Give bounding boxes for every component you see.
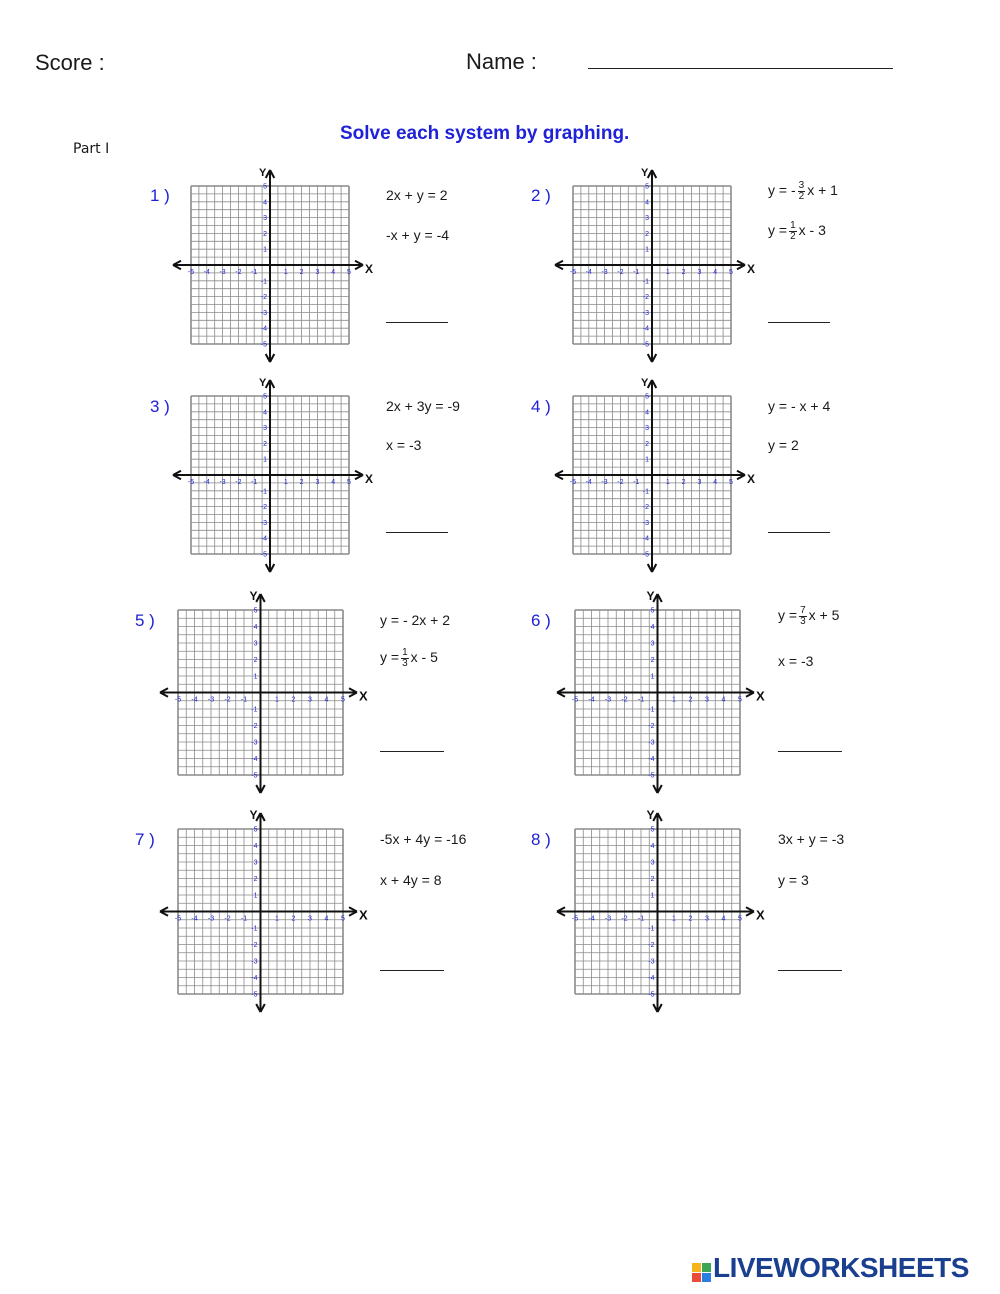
y-tick-label: -5: [642, 341, 649, 349]
y-tick-label: 5: [645, 393, 649, 401]
answer-line[interactable]: [778, 751, 842, 752]
x-tick-label: -1: [637, 696, 645, 704]
x-tick-label: -5: [187, 479, 195, 486]
y-axis-label: Y: [249, 808, 258, 822]
y-tick-label: 3: [263, 215, 267, 223]
y-tick-label: -3: [642, 519, 649, 527]
equation-1: [778, 606, 839, 627]
equation-1: 2x + 3y = -9: [386, 398, 460, 414]
coordinate-grid[interactable]: [543, 366, 761, 584]
y-tick-label: -3: [251, 958, 258, 966]
coordinate-grid[interactable]: [161, 366, 379, 584]
x-tick-label: 1: [275, 696, 279, 704]
y-axis-label: Y: [259, 167, 267, 179]
coordinate-grid[interactable]: [148, 580, 373, 805]
equation-2: y = 3: [778, 872, 809, 888]
x-tick-label: -1: [633, 269, 640, 276]
coordinate-grid[interactable]: [148, 799, 373, 1024]
x-axis-label: X: [359, 688, 368, 704]
y-tick-label: 4: [645, 409, 649, 417]
y-tick-label: -2: [648, 942, 655, 949]
y-tick-label: -4: [251, 975, 258, 982]
x-tick-label: -3: [601, 479, 608, 486]
problem-number: 6 ): [531, 611, 551, 630]
x-tick-label: -2: [235, 479, 242, 486]
x-tick-label: 5: [729, 479, 733, 486]
x-tick-label: -4: [588, 915, 595, 923]
y-tick-label: 5: [650, 826, 655, 834]
y-tick-label: 3: [253, 640, 258, 648]
x-tick-label: -2: [621, 696, 628, 704]
y-tick-label: -1: [648, 925, 655, 933]
y-tick-label: -2: [251, 942, 258, 949]
x-tick-label: 1: [672, 915, 676, 923]
problem-number: 7 ): [135, 830, 155, 849]
y-tick-label: 5: [645, 183, 649, 191]
answer-line[interactable]: [386, 532, 448, 533]
equation-1-prefix: y =: [778, 607, 798, 624]
y-tick-label: -3: [648, 739, 655, 747]
y-tick-label: -5: [251, 772, 258, 780]
x-tick-label: 2: [299, 269, 304, 276]
y-tick-label: 2: [253, 657, 258, 664]
y-tick-label: -2: [260, 504, 267, 512]
x-tick-label: 2: [291, 915, 296, 923]
x-tick-label: 5: [341, 915, 345, 923]
y-tick-label: -4: [648, 975, 655, 982]
x-tick-label: -5: [569, 269, 577, 276]
answer-line[interactable]: [380, 970, 444, 971]
equation-2: x = -3: [386, 437, 422, 453]
x-tick-label: -2: [235, 269, 242, 276]
y-axis-label: Y: [646, 589, 655, 603]
y-tick-label: -5: [260, 551, 267, 559]
answer-line[interactable]: [380, 751, 444, 752]
y-tick-label: 1: [650, 892, 655, 900]
y-tick-label: 3: [263, 425, 267, 433]
x-tick-label: -1: [240, 696, 248, 704]
y-tick-label: 2: [253, 876, 258, 883]
x-tick-label: -5: [174, 696, 182, 704]
y-axis-label: Y: [641, 167, 649, 179]
y-tick-label: 1: [253, 892, 258, 900]
y-axis-label: Y: [259, 377, 267, 389]
equation-2: y = 2: [768, 437, 799, 453]
y-tick-label: -2: [260, 294, 267, 302]
x-tick-label: 1: [665, 479, 670, 486]
y-tick-label: 3: [650, 640, 655, 648]
y-tick-label: -5: [648, 772, 655, 780]
x-tick-label: 2: [688, 915, 693, 923]
y-tick-label: 4: [263, 409, 267, 417]
part-label: Part I: [73, 141, 110, 157]
x-axis-label: X: [365, 472, 374, 486]
y-tick-label: -4: [642, 325, 649, 333]
equation-2: x = -3: [778, 653, 814, 669]
x-tick-label: -2: [617, 269, 624, 276]
x-tick-label: -3: [601, 269, 608, 276]
x-axis-label: X: [756, 907, 765, 923]
x-tick-label: -3: [207, 696, 215, 704]
x-tick-label: 4: [331, 479, 336, 486]
x-tick-label: 1: [275, 915, 279, 923]
score-label: Score :: [35, 50, 105, 75]
y-tick-label: -5: [648, 991, 655, 999]
x-tick-label: -1: [251, 479, 258, 486]
problem-number: 5 ): [135, 611, 155, 630]
x-tick-label: -4: [588, 696, 595, 704]
x-axis-label: X: [747, 472, 756, 486]
y-tick-label: -1: [251, 706, 258, 714]
equation-1-prefix: y = -: [768, 182, 796, 199]
y-tick-label: 4: [645, 199, 649, 207]
y-tick-label: 1: [645, 246, 649, 254]
y-tick-label: -4: [260, 535, 267, 543]
y-tick-label: -1: [260, 488, 267, 496]
y-tick-label: -5: [260, 341, 267, 349]
y-tick-label: 2: [263, 440, 267, 448]
equation-1: y = - 2x + 2: [380, 612, 451, 628]
x-tick-label: 4: [721, 696, 726, 704]
fraction: [799, 606, 807, 627]
numerator: 1: [402, 647, 408, 658]
x-axis-label: X: [359, 907, 368, 923]
x-tick-label: -4: [191, 915, 198, 923]
x-tick-label: -1: [240, 915, 248, 923]
x-tick-label: 4: [713, 269, 718, 276]
x-tick-label: 4: [713, 479, 718, 486]
page-title: Solve each system by graphing.: [340, 123, 630, 144]
problem-number: 2 ): [531, 186, 551, 205]
y-tick-label: 1: [263, 456, 267, 464]
x-tick-label: 5: [347, 269, 351, 276]
problem-number: 4 ): [531, 397, 551, 416]
y-tick-label: 2: [650, 876, 655, 883]
x-tick-label: -1: [633, 479, 640, 486]
y-tick-label: 3: [253, 859, 258, 867]
x-tick-label: 5: [729, 269, 733, 276]
y-tick-label: 4: [650, 843, 655, 850]
x-tick-label: -1: [251, 269, 258, 276]
y-tick-label: -2: [648, 723, 655, 730]
x-tick-label: -3: [219, 269, 226, 276]
y-tick-label: 2: [645, 440, 649, 448]
x-tick-label: 5: [738, 915, 742, 923]
x-tick-label: 4: [331, 269, 336, 276]
y-tick-label: 5: [253, 826, 258, 834]
y-tick-label: 2: [645, 230, 649, 238]
y-tick-label: 5: [263, 393, 267, 401]
x-axis-label: X: [365, 262, 374, 276]
x-tick-label: -4: [585, 479, 592, 486]
equation-1: -5x + 4y = -16: [380, 831, 467, 847]
y-tick-label: 5: [650, 607, 655, 615]
y-tick-label: -2: [642, 504, 649, 512]
fraction: [789, 221, 797, 242]
x-tick-label: -3: [604, 696, 612, 704]
equation-2-suffix: x - 3: [798, 222, 826, 239]
x-tick-label: -2: [224, 915, 231, 923]
logo-icon: [692, 1263, 711, 1282]
equation-1: [768, 181, 838, 202]
y-tick-label: 3: [645, 215, 649, 223]
coordinate-grid[interactable]: [543, 156, 761, 374]
x-tick-label: 2: [688, 696, 693, 704]
x-tick-label: 2: [299, 479, 304, 486]
x-tick-label: -1: [637, 915, 645, 923]
logo-text: LIVEWORKSHEETS: [713, 1252, 969, 1283]
x-tick-label: 3: [315, 479, 320, 486]
x-tick-label: 3: [697, 269, 702, 276]
x-tick-label: -2: [617, 479, 624, 486]
y-tick-label: 1: [253, 673, 258, 681]
equation-2: x + 4y = 8: [380, 872, 442, 888]
problem-number: 1 ): [150, 186, 170, 205]
x-tick-label: -3: [604, 915, 612, 923]
x-tick-label: 3: [705, 915, 709, 923]
numerator: 1: [790, 220, 796, 231]
y-tick-label: -4: [251, 756, 258, 763]
y-tick-label: -5: [642, 551, 649, 559]
coordinate-grid[interactable]: [545, 799, 770, 1024]
name-input-line[interactable]: [588, 68, 893, 69]
y-tick-label: 3: [650, 859, 655, 867]
liveworksheets-logo: [692, 1252, 969, 1284]
y-tick-label: -1: [251, 925, 258, 933]
y-tick-label: 1: [650, 673, 655, 681]
equation-1-suffix: x + 1: [807, 182, 838, 199]
x-tick-label: -5: [569, 479, 577, 486]
equation-1: 2x + y = 2: [386, 187, 448, 203]
x-tick-label: 3: [705, 696, 709, 704]
x-tick-label: -5: [174, 915, 182, 923]
x-tick-label: -3: [207, 915, 215, 923]
x-tick-label: 5: [341, 696, 345, 704]
y-tick-label: 4: [253, 624, 258, 631]
equation-1: y = - x + 4: [768, 398, 831, 414]
x-tick-label: -5: [571, 915, 579, 923]
denominator: 3: [800, 616, 806, 627]
y-tick-label: -3: [642, 309, 649, 317]
y-tick-label: -3: [260, 519, 267, 527]
equation-2-suffix: x - 5: [410, 649, 438, 666]
answer-line[interactable]: [386, 322, 448, 323]
equation-1: 3x + y = -3: [778, 831, 845, 847]
y-tick-label: -4: [642, 535, 649, 543]
coordinate-grid[interactable]: [161, 156, 379, 374]
y-axis-label: Y: [249, 589, 258, 603]
y-tick-label: 3: [645, 425, 649, 433]
y-tick-label: 2: [650, 657, 655, 664]
x-tick-label: 1: [665, 269, 670, 276]
denominator: 2: [790, 231, 796, 242]
x-tick-label: -3: [219, 479, 226, 486]
answer-line[interactable]: [778, 970, 842, 971]
x-tick-label: 4: [324, 696, 329, 704]
x-tick-label: -5: [571, 696, 579, 704]
fraction: [401, 648, 409, 669]
x-tick-label: 3: [308, 915, 312, 923]
x-tick-label: 4: [721, 915, 726, 923]
logo-square: [692, 1273, 701, 1282]
equation-2: [380, 648, 438, 669]
y-tick-label: -3: [260, 309, 267, 317]
x-tick-label: 3: [315, 269, 320, 276]
y-tick-label: -3: [251, 739, 258, 747]
x-tick-label: 1: [283, 479, 288, 486]
y-tick-label: 2: [263, 230, 267, 238]
x-tick-label: -4: [585, 269, 592, 276]
y-tick-label: -1: [642, 278, 649, 286]
logo-square: [702, 1263, 711, 1272]
equation-2-prefix: y =: [768, 222, 788, 239]
coordinate-grid[interactable]: [545, 580, 770, 805]
numerator: 7: [800, 605, 806, 616]
x-tick-label: 2: [681, 269, 686, 276]
y-axis-label: Y: [641, 377, 649, 389]
equation-2-prefix: y =: [380, 649, 400, 666]
x-tick-label: 1: [283, 269, 288, 276]
x-tick-label: 3: [308, 696, 312, 704]
y-tick-label: -2: [251, 723, 258, 730]
x-tick-label: 5: [347, 479, 351, 486]
y-tick-label: 4: [253, 843, 258, 850]
answer-line[interactable]: [768, 322, 830, 323]
y-tick-label: 1: [645, 456, 649, 464]
y-tick-label: -1: [642, 488, 649, 496]
x-tick-label: -2: [621, 915, 628, 923]
x-tick-label: 4: [324, 915, 329, 923]
logo-square: [692, 1263, 701, 1272]
y-tick-label: 5: [253, 607, 258, 615]
equation-2: [768, 221, 826, 242]
logo-square: [702, 1273, 711, 1282]
y-tick-label: -5: [251, 991, 258, 999]
y-tick-label: 4: [263, 199, 267, 207]
x-tick-label: 1: [672, 696, 676, 704]
problem-number: 8 ): [531, 830, 551, 849]
x-tick-label: -4: [203, 479, 210, 486]
problem-number: 3 ): [150, 397, 170, 416]
x-axis-label: X: [747, 262, 756, 276]
equation-1-suffix: x + 5: [808, 607, 840, 624]
numerator: 3: [798, 180, 805, 191]
y-tick-label: -2: [642, 294, 649, 302]
fraction: [798, 181, 806, 202]
denominator: 3: [402, 658, 408, 669]
y-tick-label: -1: [648, 706, 655, 714]
name-label: Name :: [466, 49, 537, 74]
x-tick-label: 2: [291, 696, 296, 704]
y-tick-label: 4: [650, 624, 655, 631]
x-tick-label: -4: [203, 269, 210, 276]
y-axis-label: Y: [646, 808, 655, 822]
y-tick-label: 5: [263, 183, 267, 191]
x-tick-label: -2: [224, 696, 231, 704]
y-tick-label: 1: [263, 246, 267, 254]
y-tick-label: -4: [648, 756, 655, 763]
x-axis-label: X: [756, 688, 765, 704]
denominator: 2: [798, 191, 805, 202]
y-tick-label: -1: [260, 278, 267, 286]
answer-line[interactable]: [768, 532, 830, 533]
x-tick-label: -4: [191, 696, 198, 704]
x-tick-label: -5: [187, 269, 195, 276]
y-tick-label: -4: [260, 325, 267, 333]
x-tick-label: 3: [697, 479, 702, 486]
y-tick-label: -3: [648, 958, 655, 966]
x-tick-label: 2: [681, 479, 686, 486]
x-tick-label: 5: [738, 696, 742, 704]
equation-2: -x + y = -4: [386, 227, 450, 243]
